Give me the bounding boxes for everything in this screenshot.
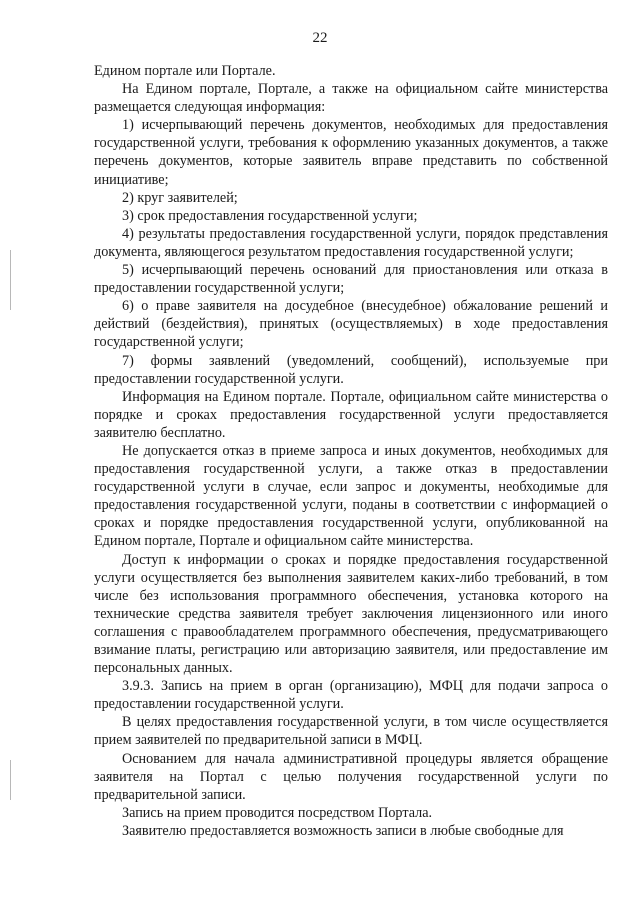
- paragraph: Основанием для начала административной процедуры является обращение заявителя на Портал с целью получения государственной услуги по предварительной записи.: [94, 750, 608, 803]
- list-item: 6) о праве заявителя на досудебное (внесудебное) обжалование решений и действий (бездействия), принятых (осуществляемых) в ходе предоставления государственной услуги;: [94, 298, 608, 351]
- scan-edge-mark: [10, 250, 11, 310]
- list-item: 5) исчерпывающий перечень оснований для приостановления или отказа в предоставлении государственной услуги;: [94, 262, 608, 297]
- paragraph: Заявителю предоставляется возможность записи в любые свободные для: [122, 822, 564, 839]
- list-item: 1) исчерпывающий перечень документов, необходимых для предоставления государственной услуги, требования к оформлению указанных документов, а также перечень документов, которые заявитель вправе представить по собственной инициативе;: [94, 117, 608, 188]
- list-item: 2) круг заявителей;: [122, 189, 238, 206]
- scan-edge-mark: [10, 760, 11, 800]
- paragraph: Едином портале или Портале.: [94, 63, 276, 79]
- page-number: 22: [312, 30, 328, 46]
- paragraph: Запись на прием проводится посредством Портала.: [122, 804, 433, 821]
- document-body: [94, 62, 608, 840]
- section-heading: 3.9.3. Запись на прием в орган (организацию), МФЦ для подачи запроса о предоставлении государственной услуги.: [94, 678, 608, 713]
- paragraph: Доступ к информации о сроках и порядке предоставления государственной услуги осуществляется без выполнения заявителем каких-либо требований, в том числе без использования программного обеспечения, установка которого на технические средства заявителя требует заключения лицензионного или иного соглашения с правообладателем программного обеспечения, предусматривающего взимание платы, регистрацию или авторизацию заявителя, или предоставление им персональных данных.: [94, 551, 608, 677]
- list-item: 7) формы заявлений (уведомлений, сообщений), используемые при предоставлении государственной услуги.: [94, 352, 608, 387]
- paragraph: В целях предоставления государственной услуги, в том числе осуществляется прием заявителей по предварительной записи в МФЦ.: [94, 714, 608, 749]
- paragraph: На Едином портале, Портале, а также на официальном сайте министерства размещается следующая информация:: [94, 81, 608, 116]
- list-item: 4) результаты предоставления государственной услуги, порядок представления документа, являющегося результатом предоставления государственной услуги;: [94, 225, 608, 260]
- paragraph: Не допускается отказ в приеме запроса и иных документов, необходимых для предоставления государственной услуги, а также отказ в предоставлении государственной услуги в случае, если запрос и документы, необходимые для предоставления государственной услуги, поданы в соответствии с информацией о сроках и порядке предоставления государственной услуги, опубликованной на Едином портале, Портале и официальном сайте министерства.: [94, 442, 608, 550]
- paragraph: Информация на Едином портале. Портале, официальном сайте министерства о порядке и сроках предоставления государственной услуги предоставляется заявителю бесплатно.: [94, 388, 608, 441]
- list-item: 3) срок предоставления государственной услуги;: [122, 207, 418, 224]
